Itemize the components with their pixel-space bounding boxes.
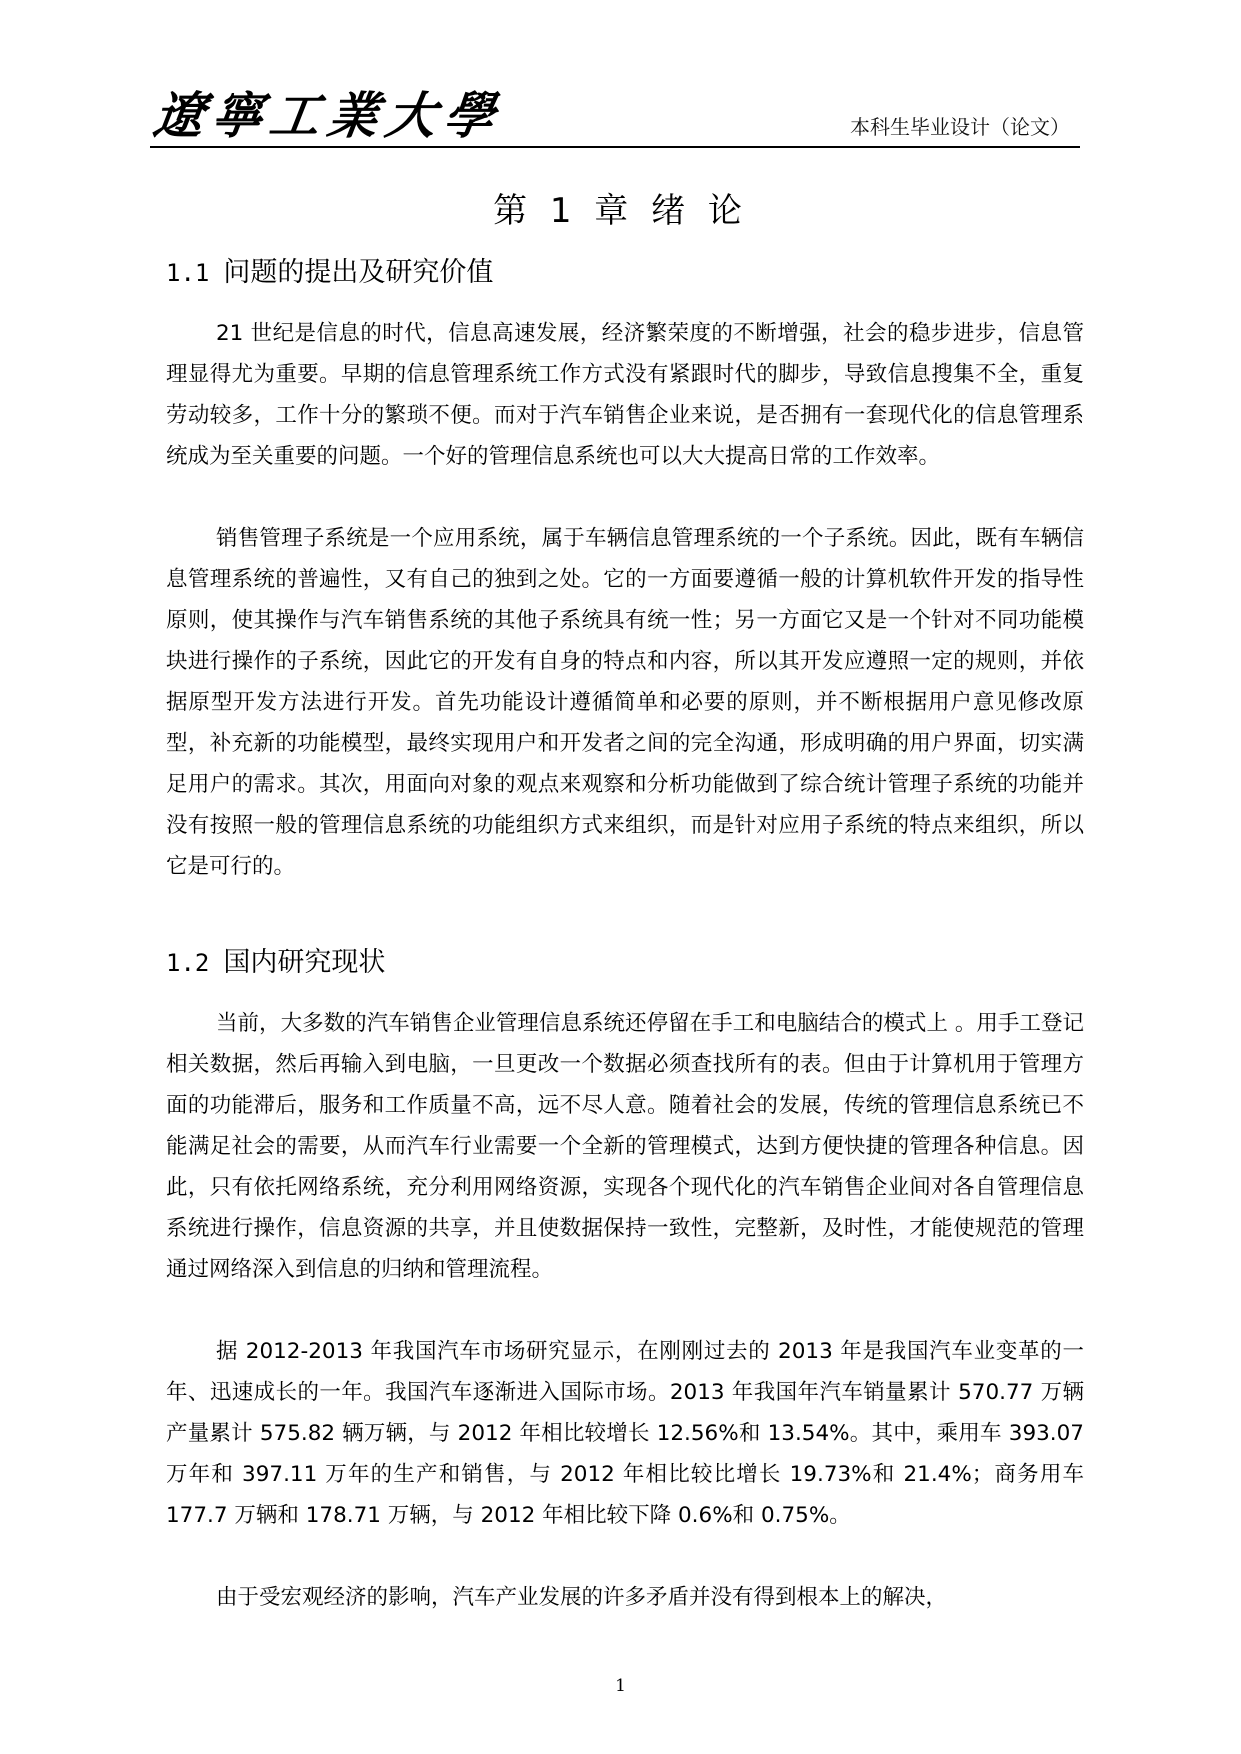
section-heading-1-2 — [166, 945, 385, 981]
paragraph: 当前，大多数的汽车销售企业管理信息系统还停留在手工和电脑结合的模式上 。用手工登记相关数据，然后再输入到电脑，一旦更改一个数据必须查找所有的表。但由于计算机用于管理方面的功能滞后，服务和工作质量不高，远不尽人意。随着社会的发展，传统的管理信息系统已不能满足社会的需要，从而汽车行业需要一个全新的管理模式，达到方便快捷的管理各种信息。因此，只有依托网络系统，充分利用网络资源，实现各个现代化的汽车销售企业间对各自管理信息系统进行操作，信息资源的共享，并且使数据保持一致性，完整新，及时性，才能使规范的管理通过网络深入到信息的归纳和管理流程。 — [166, 1011, 1084, 1282]
section-heading-1-1 — [166, 255, 493, 291]
page-header — [150, 84, 1080, 148]
chapter-title: 第 1 章 绪 论 — [493, 191, 748, 231]
paragraph: 销售管理子系统是一个应用系统，属于车辆信息管理系统的一个子系统。因此，既有车辆信息管理系统的普遍性，又有自己的独到之处。它的一方面要遵循一般的计算机软件开发的指导性原则，使其操作与汽车销售系统的其他子系统具有统一性；另一方面它又是一个针对不同功能模块进行操作的子系统，因此它的开发有自身的特点和内容，所以其开发应遵照一定的规则，并依据原型开发方法进行开发。首先功能设计遵循简单和必要的原则，并不断根据用户意见修改原型，补充新的功能模型，最终实现用户和开发者之间的完全沟通，形成明确的用户界面，切实满足用户的需求。其次，用面向对象的观点来观察和分析功能做到了综合统计管理子系统的功能并没有按照一般的管理信息系统的功能组织方式来组织，而是针对应用子系统的特点来组织，所以它是可行的。 — [166, 526, 1084, 879]
header-thesis-label: 本科生毕业设计（论文） — [850, 115, 1070, 139]
page-number: 1 — [615, 1676, 626, 1696]
paragraph: 据 2012-2013 年我国汽车市场研究显示，在刚刚过去的 2013 年是我国汽车业变革的一年、迅速成长的一年。我国汽车逐渐进入国际市场。2013 年我国年汽车销量累计 570.77 万辆产量累计 575.82 辆万辆，与 2012 年相比较增长 12.56%和 13.54%。其中，乘用车 393.07 万年和 397.11 万年的生产和销售，与 2012 年相比较比增长 19.73%和 21.4%；商务用车 177.7 万辆和 178.71 万辆，与 2012 年相比较下降 0.6%和 0.75%。 — [166, 1339, 1084, 1528]
section-title: 问题的提出及研究价值 — [223, 257, 494, 288]
section-number: 1.2 — [166, 949, 210, 977]
paragraph: 21 世纪是信息的时代，信息高速发展，经济繁荣度的不断增强，社会的稳步进步，信息管理显得尤为重要。早期的信息管理系统工作方式没有紧跟时代的脚步，导致信息搜集不全，重复劳动较多，工作十分的繁琐不便。而对于汽车销售企业来说，是否拥有一套现代化的信息管理系统成为至关重要的问题。一个好的管理信息系统也可以大大提高日常的工作效率。 — [166, 321, 1084, 469]
university-logo: 遼寧工業大學 — [149, 86, 507, 145]
section-number: 1.1 — [166, 259, 210, 287]
section-title: 国内研究现状 — [223, 947, 386, 978]
paragraph: 由于受宏观经济的影响，汽车产业发展的许多矛盾并没有得到根本上的解决， — [216, 1585, 948, 1610]
